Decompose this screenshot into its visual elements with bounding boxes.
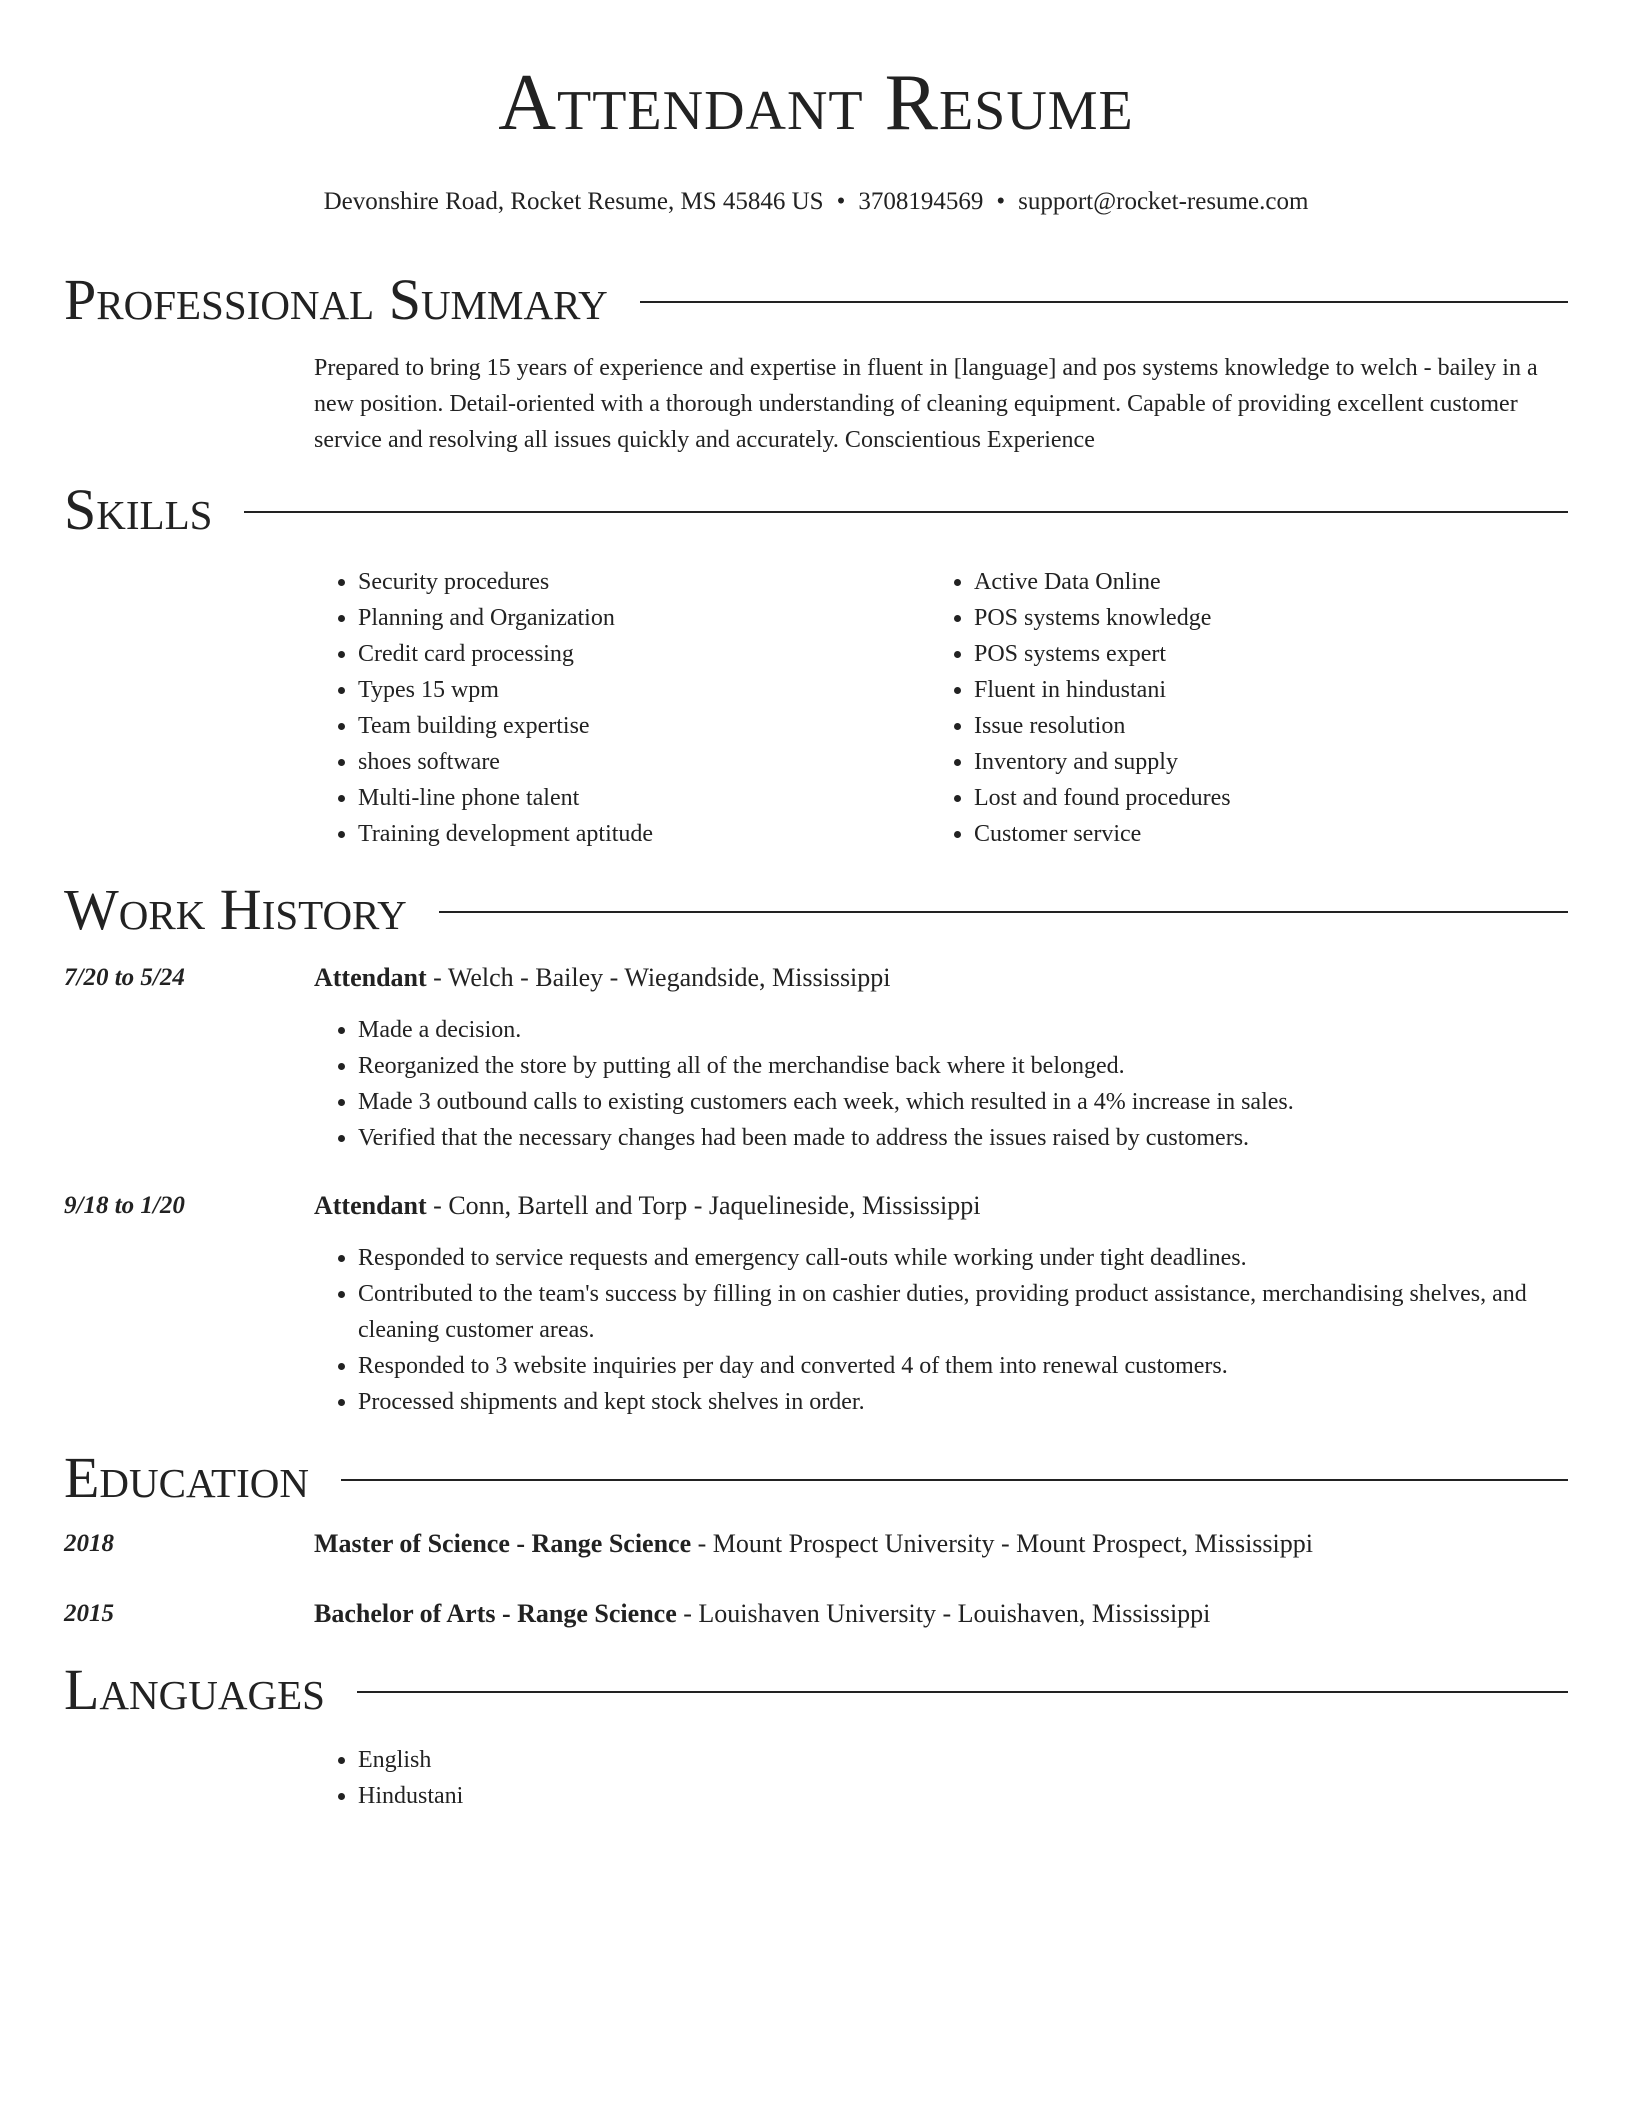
work-bullet: • Contributed to the team's success by filling in on cashier duties, providing product assistance, merchandising shelves, and cleaning customer areas.: [358, 1276, 1568, 1348]
work-date: 9/18 to 1/20: [64, 1192, 185, 1219]
work-bullet: • Responded to 3 website inquiries per day and converted 4 of them into renewal customers.: [358, 1348, 1568, 1384]
section-divider: [357, 1691, 1568, 1693]
skill-item: • Multi-line phone talent: [358, 780, 930, 816]
education-section-header: [64, 1445, 1568, 1510]
language-item: • Hindustani: [358, 1778, 1568, 1814]
work-entry: [64, 1188, 1568, 1420]
education-section-title: Education: [64, 1445, 309, 1510]
language-item: • English: [358, 1742, 1568, 1778]
contact-email: support@rocket-resume.com: [1018, 188, 1309, 215]
contact-phone: 3708194569: [858, 188, 984, 215]
work-title: [314, 960, 1568, 996]
skill-item: • Training development aptitude: [358, 816, 930, 852]
work-bullet: • Made 3 outbound calls to existing customers each week, which resulted in a 4% increase in sales.: [358, 1084, 1568, 1120]
education-entry: [64, 1596, 1568, 1632]
skills-list-right: [930, 564, 1546, 852]
skill-item: • shoes software: [358, 744, 930, 780]
contact-separator: •: [836, 188, 846, 215]
skill-item: • Security procedures: [358, 564, 930, 600]
languages-block: [314, 1742, 1568, 1814]
skill-item: • Fluent in hindustani: [974, 672, 1546, 708]
work-bullets: [314, 1012, 1568, 1156]
skill-item: • Team building expertise: [358, 708, 930, 744]
education-entry: [64, 1526, 1568, 1562]
contact-line: [64, 186, 1568, 218]
work-bullet: • Made a decision.: [358, 1012, 1568, 1048]
skill-item: • Lost and found procedures: [974, 780, 1546, 816]
languages-list: [314, 1742, 1568, 1814]
degree-name: Bachelor of Arts - Range Science: [314, 1599, 677, 1628]
work-bullet: • Responded to service requests and emergency call-outs while working under tight deadlines.: [358, 1240, 1568, 1276]
work-date: 7/20 to 5/24: [64, 964, 185, 991]
work-bullet: • Reorganized the store by putting all of the merchandise back where it belonged.: [358, 1048, 1568, 1084]
summary-section-header: [64, 267, 1568, 332]
job-role: Attendant: [314, 963, 427, 992]
job-role: Attendant: [314, 1191, 427, 1220]
skills-list-left: [314, 564, 930, 852]
section-divider: [439, 911, 1568, 913]
resume-name: Attendant Resume: [498, 59, 1134, 147]
education-year: 2015: [64, 1600, 114, 1627]
summary-text: Prepared to bring 15 years of experience and expertise in fluent in [language] and pos systems knowledge to welch - bailey in a new position. Detail-oriented with a thorough understanding of cleaning equipment. Capable of providing excellent customer service and resolving all issues quickly and accurately. Conscientious Experience: [314, 355, 1538, 453]
contact-address: Devonshire Road, Rocket Resume, MS 45846 US: [323, 188, 824, 215]
languages-section-title: Languages: [64, 1657, 325, 1722]
section-divider: [640, 301, 1568, 303]
skill-item: • Customer service: [974, 816, 1546, 852]
contact-separator: •: [996, 188, 1006, 215]
skill-item: • Issue resolution: [974, 708, 1546, 744]
work-entry: [64, 960, 1568, 1156]
languages-section-header: [64, 1657, 1568, 1722]
degree-name: Master of Science - Range Science: [314, 1529, 692, 1558]
section-divider: [244, 511, 1568, 513]
education-title: [314, 1596, 1568, 1632]
work-bullet: • Processed shipments and kept stock shelves in order.: [358, 1384, 1568, 1420]
work-section-title: Work History: [64, 877, 407, 942]
education-entry-body: [314, 1526, 1568, 1562]
work-bullet: • Verified that the necessary changes had been made to address the issues raised by customers.: [358, 1120, 1568, 1156]
work-title: [314, 1188, 1568, 1224]
work-section-header: [64, 877, 1568, 942]
education-title: [314, 1526, 1568, 1562]
skill-item: • Active Data Online: [974, 564, 1546, 600]
skill-item: • Types 15 wpm: [358, 672, 930, 708]
skills-section-title: Skills: [64, 477, 213, 542]
school-details: - Mount Prospect University - Mount Prospect, Mississippi: [691, 1529, 1313, 1558]
skill-item: • POS systems knowledge: [974, 600, 1546, 636]
job-details: - Welch - Bailey - Wiegandside, Mississippi: [426, 963, 891, 992]
skill-item: • Inventory and supply: [974, 744, 1546, 780]
skill-item: • POS systems expert: [974, 636, 1546, 672]
work-bullets: [314, 1240, 1568, 1420]
school-details: - Louishaven University - Louishaven, Mississippi: [676, 1599, 1211, 1628]
section-divider: [341, 1479, 1568, 1481]
skills-section-header: [64, 477, 1568, 542]
skill-item: • Planning and Organization: [358, 600, 930, 636]
skill-item: • Credit card processing: [358, 636, 930, 672]
job-details: - Conn, Bartell and Torp - Jaquelineside, Mississippi: [426, 1191, 981, 1220]
education-entry-body: [314, 1596, 1568, 1632]
skills-grid: [314, 564, 1568, 852]
summary-section-title: Professional Summary: [64, 267, 608, 332]
work-entry-body: [314, 960, 1568, 1156]
education-year: 2018: [64, 1530, 114, 1557]
work-entry-body: [314, 1188, 1568, 1420]
